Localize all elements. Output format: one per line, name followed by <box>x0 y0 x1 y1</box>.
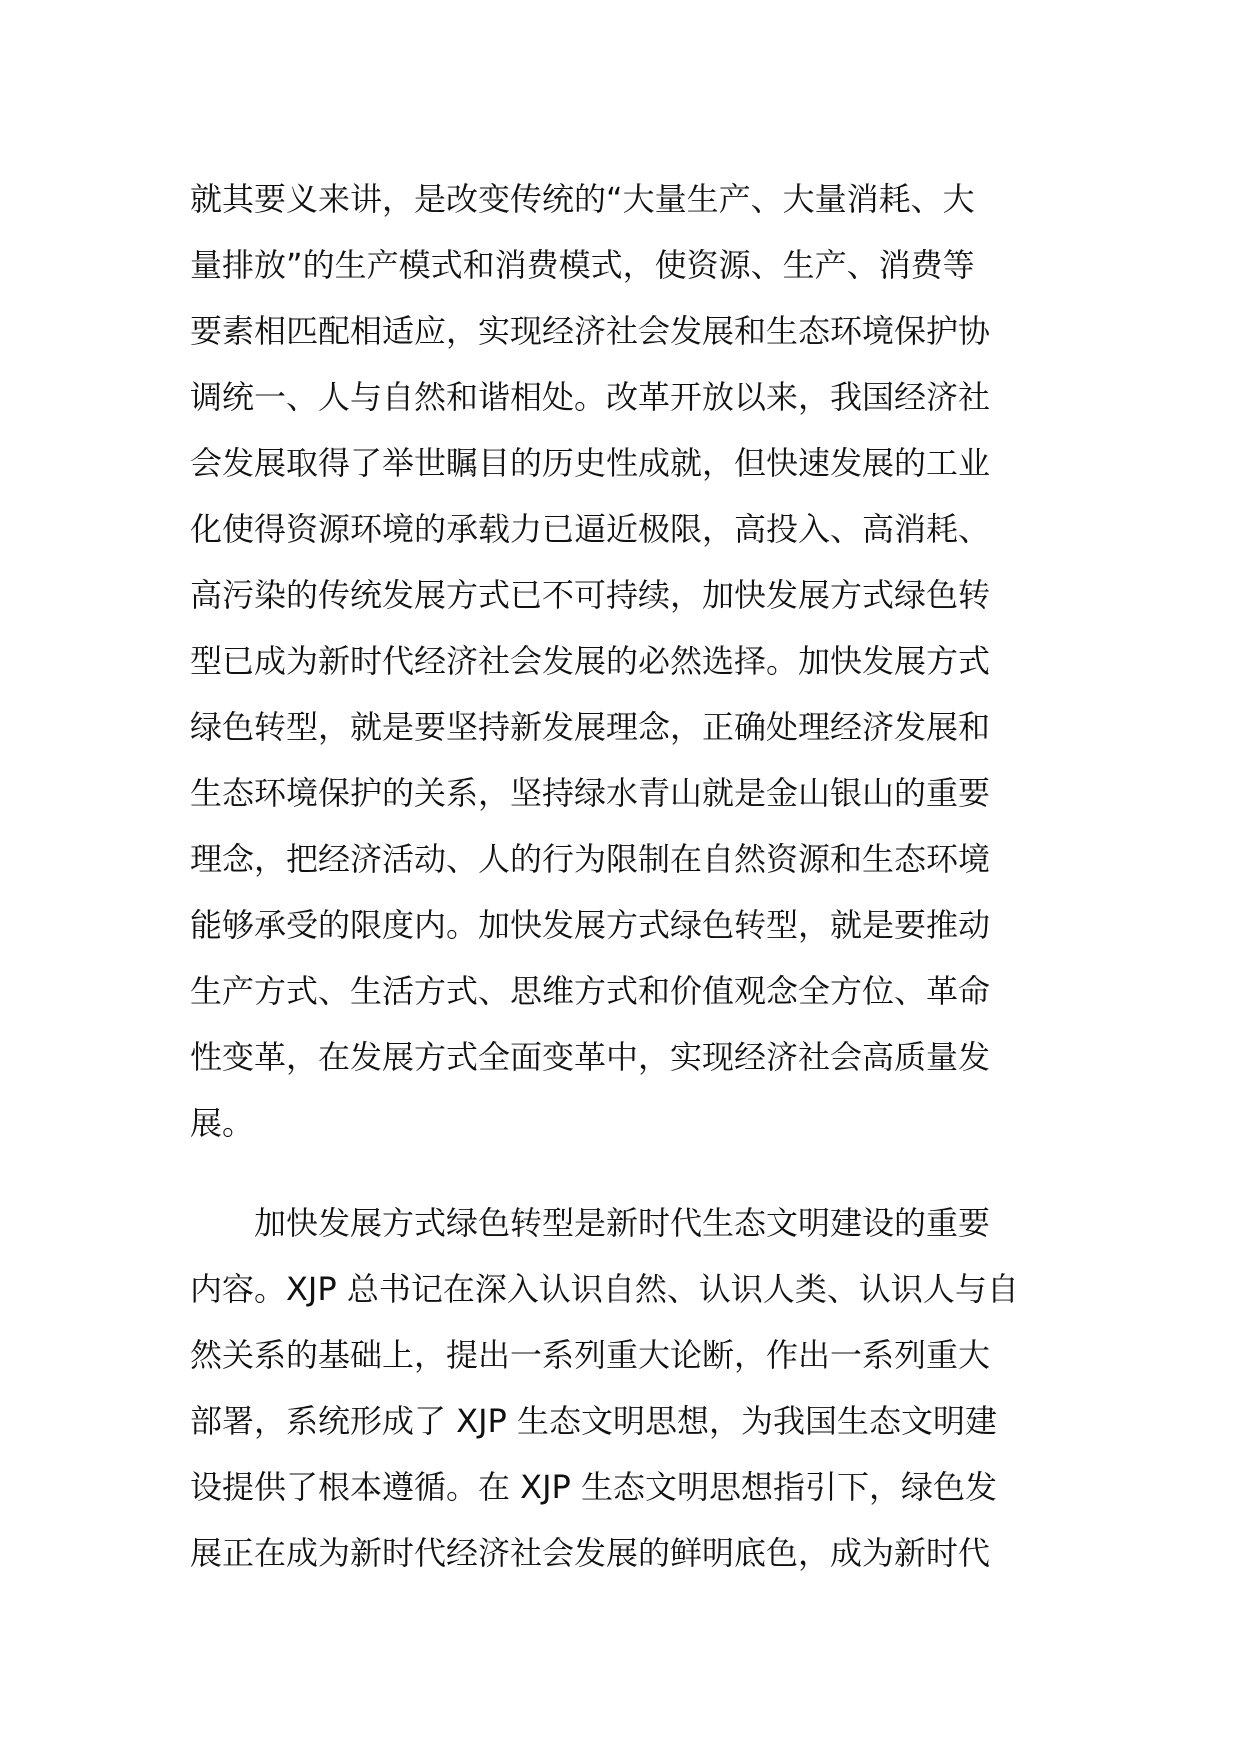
text-line: 部署，系统形成了 XJP 生态文明思想，为我国生态文明建 <box>190 1402 998 1440</box>
text-line: 调统一、人与自然和谐相处。改革开放以来，我国经济社 <box>190 378 991 416</box>
text-line: 然关系的基础上，提出一系列重大论断，作出一系列重大 <box>190 1336 991 1374</box>
text-line: 生产方式、生活方式、思维方式和价值观念全方位、革命 <box>190 972 991 1010</box>
text-line: 能够承受的限度内。加快发展方式绿色转型，就是要推动 <box>190 906 991 944</box>
text-line: 量排放”的生产模式和消费模式，使资源、生产、消费等 <box>190 246 975 284</box>
text-line: 内容。XJP 总书记在深入认识自然、认识人类、认识人与自 <box>190 1270 1019 1308</box>
text-line: 理念，把经济活动、人的行为限制在自然资源和生态环境 <box>190 840 991 878</box>
text-line: 型已成为新时代经济社会发展的必然选择。加快发展方式 <box>190 642 991 680</box>
text-line: 化使得资源环境的承载力已逼近极限，高投入、高消耗、 <box>190 510 991 548</box>
text-line: 要素相匹配相适应，实现经济社会发展和生态环境保护协 <box>190 312 991 350</box>
paragraph-2 <box>190 1190 1060 1586</box>
text-line: 高污染的传统发展方式已不可持续，加快发展方式绿色转 <box>190 576 991 614</box>
text-line: 性变革，在发展方式全面变革中，实现经济社会高质量发 <box>190 1038 991 1076</box>
text-line: 加快发展方式绿色转型是新时代生态文明建设的重要 <box>190 1204 991 1242</box>
text-line: 展。 <box>190 1104 255 1142</box>
text-line: 就其要义来讲，是改变传统的“大量生产、大量消耗、大 <box>190 180 975 218</box>
text-line: 绿色转型，就是要坚持新发展理念，正确处理经济发展和 <box>190 708 991 746</box>
text-line: 展正在成为新时代经济社会发展的鲜明底色，成为新时代 <box>190 1534 991 1572</box>
text-line: 设提供了根本遵循。在 XJP 生态文明思想指引下，绿色发 <box>190 1468 998 1506</box>
text-line: 生态环境保护的关系，坚持绿水青山就是金山银山的重要 <box>190 774 991 812</box>
text-line: 会发展取得了举世瞩目的历史性成就，但快速发展的工业 <box>190 444 991 482</box>
paragraph-1 <box>190 166 1060 1156</box>
